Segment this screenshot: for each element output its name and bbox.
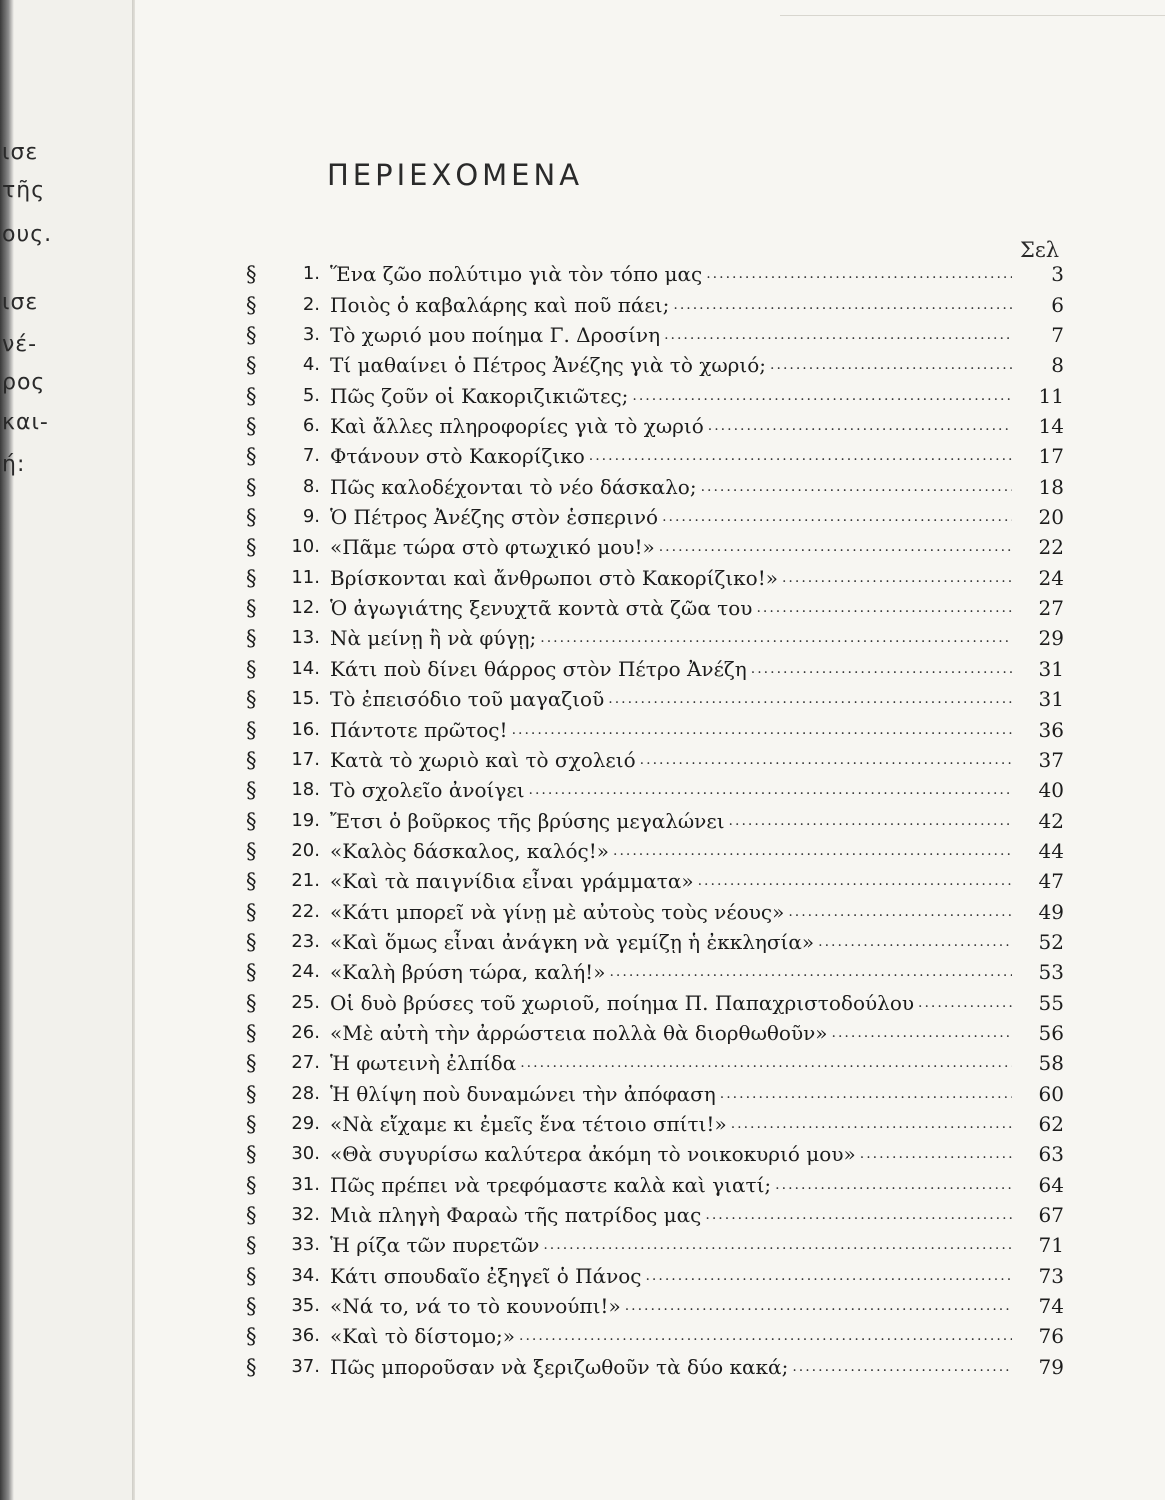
entry-page: 18 (1038, 474, 1064, 499)
toc-entry (246, 1045, 1076, 1075)
dot-leader (720, 1082, 1012, 1106)
section-symbol: § (246, 899, 257, 924)
toc-entry (246, 317, 1076, 347)
entry-number: 36. (291, 1325, 320, 1347)
entry-number: 8. (302, 475, 320, 497)
toc-entry (246, 833, 1076, 863)
entry-title: Τί μαθαίνει ὁ Πέτρος Ἀνέζης γιὰ τὸ χωριό; (330, 353, 767, 378)
entry-title: Φτάνουν στὸ Κακορίζικο (330, 444, 585, 469)
entry-title: Τὸ σχολεῖο ἀνοίγει (330, 778, 525, 803)
entry-number: 10. (291, 536, 320, 558)
entry-number: 7. (302, 445, 320, 467)
toc-entry (246, 468, 1076, 498)
section-symbol: § (246, 474, 257, 499)
entry-title: Πάντοτε πρῶτος! (330, 717, 508, 742)
section-symbol: § (246, 292, 257, 317)
section-symbol: § (246, 323, 257, 348)
section-symbol: § (246, 656, 257, 681)
entry-page: 7 (1051, 323, 1064, 348)
dot-leader (792, 1355, 1012, 1379)
entry-page: 74 (1038, 1294, 1064, 1319)
toc-entry (246, 620, 1076, 650)
section-symbol: § (246, 505, 257, 530)
entry-title: «Καλὸς δάσκαλος, καλός!» (330, 838, 609, 863)
entry-number: 4. (302, 354, 320, 376)
toc-entry (246, 924, 1076, 954)
entry-page: 67 (1038, 1203, 1064, 1227)
page-title: ΠΕΡΙΕΧΟΜΕΝΑ (326, 158, 584, 192)
toc-entry (246, 590, 1076, 620)
toc-entry (246, 1227, 1076, 1257)
toc-entry (246, 408, 1076, 438)
section-symbol: § (246, 778, 257, 803)
dot-leader (775, 1173, 1012, 1197)
section-symbol: § (246, 1263, 257, 1288)
entry-page: 31 (1038, 687, 1064, 712)
entry-title: Κατὰ τὸ χωριὸ καὶ τὸ σχολειό (330, 747, 636, 772)
entry-number: 15. (291, 688, 320, 710)
entry-page: 20 (1038, 505, 1064, 530)
entry-title: Πῶς μποροῦσαν νὰ ξεριζωθοῦν τὰ δύο κακά; (330, 1354, 789, 1379)
dot-leader (519, 1324, 1012, 1348)
section-symbol: § (246, 383, 257, 408)
section-symbol: § (246, 596, 257, 621)
toc-entry (246, 711, 1076, 741)
entry-number: 20. (291, 839, 320, 861)
entry-number: 12. (291, 597, 320, 619)
dot-leader (818, 930, 1012, 954)
entry-title: «Θὰ συγυρίσω καλύτερα ἀκόμη τὸ νοικοκυριό μου» (330, 1142, 856, 1167)
entry-page: 49 (1038, 899, 1064, 924)
page-column-header: Σελ (1020, 238, 1060, 262)
toc-entry (246, 984, 1076, 1014)
section-symbol: § (246, 990, 257, 1015)
section-symbol: § (246, 1233, 257, 1258)
entry-page: 63 (1038, 1142, 1064, 1167)
dot-leader (520, 1051, 1012, 1075)
entry-title: Τὸ χωριό μου ποίημα Γ. Δροσίνη (330, 323, 661, 348)
entry-number: 28. (291, 1082, 320, 1104)
entry-title: «Καὶ τὸ δίστομο;» (330, 1324, 515, 1349)
dot-leader (782, 566, 1012, 590)
entry-page: 24 (1038, 565, 1064, 590)
toc-entry (246, 802, 1076, 832)
entry-number: 21. (291, 870, 320, 892)
margin-fragment: ρος (2, 370, 46, 395)
entry-title: Ἡ θλίψη ποὺ δυναμώνει τὴν ἀπόφαση (330, 1081, 716, 1106)
entry-number: 29. (291, 1112, 320, 1134)
entry-page: 27 (1038, 596, 1064, 621)
toc-entry (246, 954, 1076, 984)
entry-page: 60 (1038, 1081, 1064, 1106)
entry-title: Ὁ ἀγωγιάτης ξενυχτᾶ κοντὰ στὰ ζῶα του (330, 596, 753, 621)
section-symbol: § (246, 869, 257, 894)
margin-fragment: ους. (2, 222, 53, 247)
entry-page: 37 (1038, 747, 1064, 772)
entry-title: Ἔτσι ὁ βοῦρκος τῆς βρύσης μεγαλώνει (330, 808, 725, 833)
dot-leader (729, 809, 1012, 833)
margin-fragment: ισε (2, 290, 39, 315)
entry-number: 31. (291, 1173, 320, 1195)
toc-entry (246, 1136, 1076, 1166)
entry-page: 6 (1051, 292, 1064, 317)
dot-leader (832, 1021, 1012, 1045)
toc-entry (246, 893, 1076, 923)
section-symbol: § (246, 1111, 257, 1136)
section-symbol: § (246, 1172, 257, 1197)
dot-leader (662, 505, 1012, 529)
entry-page: 40 (1038, 778, 1064, 803)
entry-page: 22 (1038, 535, 1064, 560)
toc-entry (246, 1318, 1076, 1348)
entry-title: Ὁ Πέτρος Ἀνέζης στὸν ἑσπερινό (330, 505, 659, 530)
entry-title: Καὶ ἄλλες πληροφορίες γιὰ τὸ χωριό (330, 414, 704, 439)
dot-leader (632, 384, 1012, 408)
entry-page: 64 (1038, 1172, 1064, 1197)
toc-entry (246, 1106, 1076, 1136)
entry-page: 29 (1038, 626, 1064, 651)
margin-fragment: ή: (2, 452, 26, 477)
entry-number: 22. (291, 900, 320, 922)
entry-page: 36 (1038, 717, 1064, 742)
entry-title: «Κάτι μπορεῖ νὰ γίνῃ μὲ αὐτοὺς τοὺς νέους» (330, 899, 785, 924)
section-symbol: § (246, 1020, 257, 1045)
entry-title: Ἡ ρίζα τῶν πυρετῶν (330, 1233, 540, 1258)
entry-number: 23. (291, 930, 320, 952)
section-symbol: § (246, 1203, 257, 1227)
section-symbol: § (246, 687, 257, 712)
toc-entry (246, 347, 1076, 377)
dot-leader (625, 1294, 1012, 1318)
entry-title: «Καὶ τὰ παιγνίδια εἶναι γράμματα» (330, 869, 694, 894)
section-symbol: § (246, 262, 257, 287)
entry-page: 71 (1038, 1233, 1064, 1258)
entry-title: Πῶς ζοῦν οἱ Κακοριζικιῶτες; (330, 383, 629, 408)
toc-entry (246, 499, 1076, 529)
entry-page: 17 (1038, 444, 1064, 469)
section-symbol: § (246, 1294, 257, 1319)
entry-page: 14 (1038, 414, 1064, 439)
entry-title: Μιὰ πληγὴ Φαραὼ τῆς πατρίδος μας (330, 1203, 702, 1227)
entry-title: Κάτι ποὺ δίνει θάρρος στὸν Πέτρο Ἀνέζη (330, 656, 747, 681)
entry-title: Κάτι σπουδαῖο ἐξηγεῖ ὁ Πάνος (330, 1263, 642, 1288)
entry-title: Πῶς πρέπει νὰ τρεφόμαστε καλὰ καὶ γιατί; (330, 1172, 772, 1197)
entry-title: «Νὰ εἴχαμε κι ἐμεῖς ἕνα τέτοιο σπίτι!» (330, 1111, 727, 1136)
dot-leader (701, 475, 1012, 499)
entry-page: 42 (1038, 808, 1064, 833)
entry-title: Οἱ δυὸ βρύσες τοῦ χωριοῦ, ποίημα Π. Παπαχριστοδούλου (330, 990, 915, 1015)
section-symbol: § (246, 1324, 257, 1349)
entry-number: 13. (291, 627, 320, 649)
entry-title: «Μὲ αὐτὴ τὴν ἀρρώστεια πολλὰ θὰ διορθωθοῦν» (330, 1020, 828, 1045)
dot-leader (756, 596, 1012, 620)
entry-number: 24. (291, 961, 320, 983)
toc-entry (246, 742, 1076, 772)
entry-title: «Καὶ ὅμως εἶναι ἀνάγκη νὰ γεμίζῃ ἡ ἐκκλησία» (330, 929, 815, 954)
section-symbol: § (246, 414, 257, 439)
entry-number: 27. (291, 1052, 320, 1074)
section-symbol: § (246, 535, 257, 560)
entry-number: 9. (302, 506, 320, 528)
entry-title: «Καλὴ βρύση τώρα, καλή!» (330, 960, 606, 985)
toc-entry (246, 377, 1076, 407)
toc-entry (246, 1166, 1076, 1196)
entry-page: 52 (1038, 929, 1064, 954)
entry-page: 55 (1038, 990, 1064, 1015)
entry-page: 31 (1038, 656, 1064, 681)
dot-leader (788, 900, 1012, 924)
dot-leader (529, 778, 1012, 802)
section-symbol: § (246, 353, 257, 378)
section-symbol: § (246, 444, 257, 469)
entry-number: 26. (291, 1021, 320, 1043)
section-symbol: § (246, 808, 257, 833)
entry-page: 11 (1038, 383, 1064, 408)
toc-entry (246, 772, 1076, 802)
toc-entry (246, 438, 1076, 468)
entry-number: 14. (291, 657, 320, 679)
dot-leader (664, 323, 1012, 347)
dot-leader (659, 535, 1012, 559)
entry-title: Ἕνα ζῶο πολύτιμο γιὰ τὸν τόπο μας (330, 262, 703, 287)
toc-entry (246, 1015, 1076, 1045)
dot-leader (698, 869, 1012, 893)
entry-number: 5. (302, 384, 320, 406)
toc-entry (246, 529, 1076, 559)
toc-entry (246, 559, 1076, 589)
dot-leader (860, 1142, 1012, 1166)
entry-number: 6. (302, 415, 320, 437)
top-rule (780, 15, 1165, 16)
entry-title: Τὸ ἐπεισόδιο τοῦ μαγαζιοῦ (330, 687, 605, 712)
toc-entry (246, 1075, 1076, 1105)
entry-number: 2. (302, 293, 320, 315)
entry-number: 11. (291, 566, 320, 588)
section-symbol: § (246, 1142, 257, 1167)
entry-page: 53 (1038, 960, 1064, 985)
entry-number: 37. (291, 1355, 320, 1377)
page-fold (132, 0, 135, 1500)
entry-page: 73 (1038, 1263, 1064, 1288)
entry-title: Ἡ φωτεινὴ ἐλπίδα (330, 1051, 517, 1076)
section-symbol: § (246, 626, 257, 651)
entry-number: 35. (291, 1295, 320, 1317)
entry-number: 25. (291, 991, 320, 1013)
dot-leader (613, 839, 1012, 863)
toc-entry (246, 286, 1076, 316)
dot-leader (918, 991, 1012, 1015)
toc-entry (246, 1288, 1076, 1318)
entry-number: 3. (302, 324, 320, 346)
section-symbol: § (246, 1051, 257, 1076)
dot-leader (589, 444, 1012, 468)
dot-leader (540, 626, 1012, 650)
dot-leader (731, 1112, 1012, 1136)
entry-page: 76 (1038, 1324, 1064, 1349)
dot-leader (770, 353, 1012, 377)
section-symbol: § (246, 838, 257, 863)
entry-title: Βρίσκονται καὶ ἄνθρωποι στὸ Κακορίζικο!» (330, 565, 778, 590)
toc-entry (246, 681, 1076, 711)
dot-leader (609, 960, 1012, 984)
entry-page: 44 (1038, 838, 1064, 863)
entry-number: 18. (291, 779, 320, 801)
entry-page: 8 (1051, 353, 1064, 378)
entry-number: 17. (291, 748, 320, 770)
dot-leader (640, 748, 1012, 772)
entry-page: 58 (1038, 1051, 1064, 1076)
margin-fragment: νέ- (2, 332, 38, 357)
section-symbol: § (246, 960, 257, 985)
entry-page: 79 (1038, 1354, 1064, 1379)
section-symbol: § (246, 565, 257, 590)
entry-title: «Πᾶμε τώρα στὸ φτωχικό μου!» (330, 535, 655, 560)
entry-number: 30. (291, 1143, 320, 1165)
toc-entry (246, 1348, 1076, 1378)
toc-entry (246, 256, 1076, 286)
entry-number: 33. (291, 1234, 320, 1256)
dot-leader (645, 1264, 1012, 1288)
section-symbol: § (246, 1081, 257, 1106)
dot-leader (706, 262, 1012, 286)
dot-leader (705, 1203, 1012, 1227)
dot-leader (543, 1233, 1012, 1257)
entry-page: 62 (1038, 1111, 1064, 1136)
entry-page: 3 (1051, 262, 1064, 287)
toc-entry (246, 650, 1076, 680)
entry-number: 32. (291, 1204, 320, 1225)
margin-fragment: ισε (2, 140, 39, 165)
dot-leader (751, 657, 1012, 681)
table-of-contents (246, 256, 1076, 1379)
toc-entry (246, 863, 1076, 893)
entry-title: Ποιὸς ὁ καβαλάρης καὶ ποῦ πάει; (330, 292, 670, 317)
entry-number: 1. (302, 263, 320, 285)
dot-leader (673, 293, 1012, 317)
section-symbol: § (246, 1354, 257, 1379)
entry-title: Πῶς καλοδέχονται τὸ νέο δάσκαλο; (330, 474, 697, 499)
margin-fragment: τῆς (2, 178, 46, 203)
entry-title: «Νά το, νά το τὸ κουνούπι!» (330, 1294, 621, 1319)
toc-entry (246, 1197, 1076, 1227)
section-symbol: § (246, 747, 257, 772)
entry-page: 56 (1038, 1020, 1064, 1045)
toc-entry (246, 1257, 1076, 1287)
section-symbol: § (246, 929, 257, 954)
section-symbol: § (246, 717, 257, 742)
entry-number: 34. (291, 1264, 320, 1286)
entry-number: 19. (291, 809, 320, 831)
margin-fragment: και- (2, 410, 49, 435)
entry-number: 16. (291, 718, 320, 740)
dot-leader (708, 414, 1012, 438)
dot-leader (512, 718, 1012, 742)
entry-title: Νὰ μείνῃ ἢ νὰ φύγῃ; (330, 626, 537, 651)
dot-leader (608, 687, 1012, 711)
entry-page: 47 (1038, 869, 1064, 894)
